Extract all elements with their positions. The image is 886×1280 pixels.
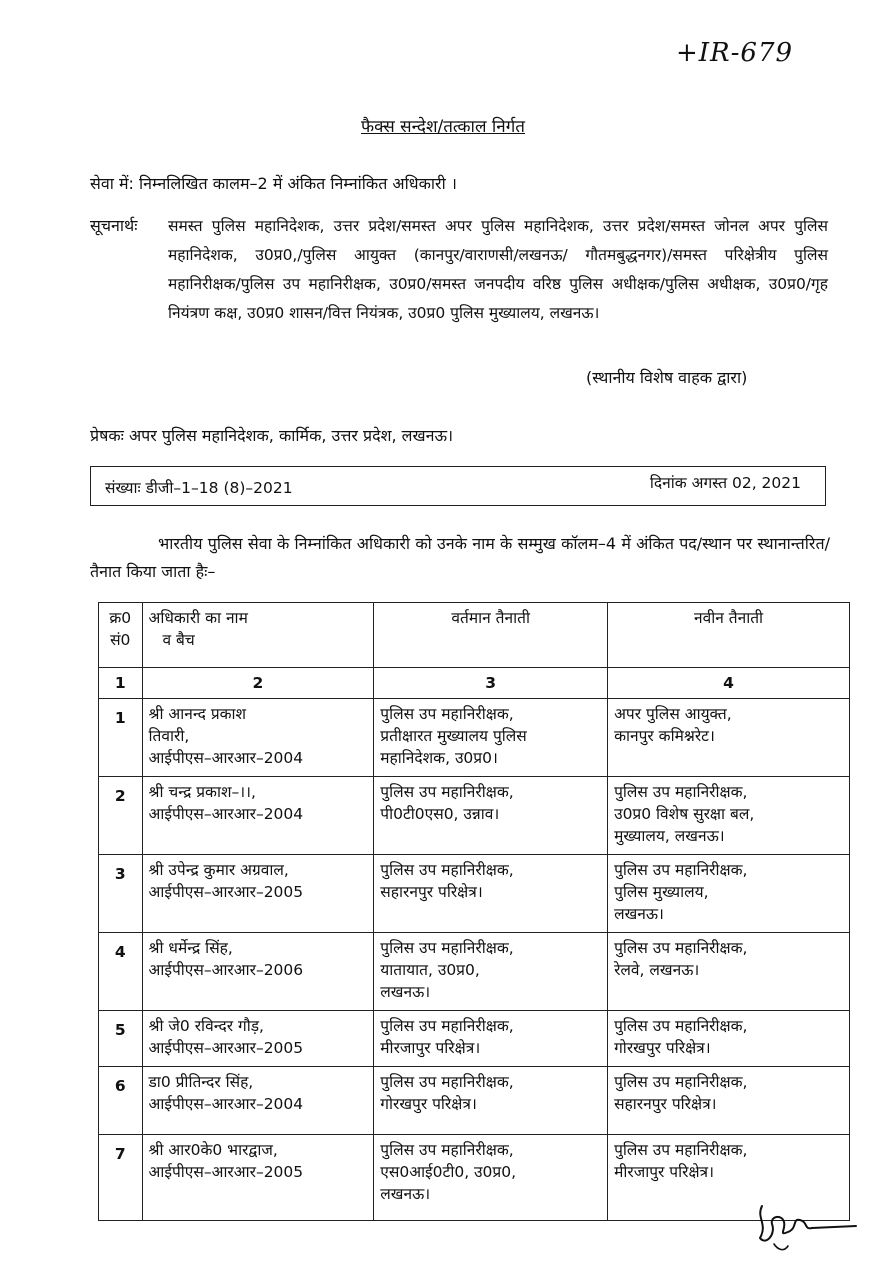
cell-text-line: श्री चन्द्र प्रकाश–।।, xyxy=(148,783,256,801)
table-header-row xyxy=(99,603,850,668)
row-serial: 3 xyxy=(99,855,143,933)
cell-text-line: कानपुर कमिश्नरेट। xyxy=(614,727,715,745)
current-posting-cell xyxy=(374,777,608,855)
cell-text-line: महानिदेशक, उ0प्र0। xyxy=(380,749,498,767)
sender-line: प्रेषकः अपर पुलिस महानिदेशक, कार्मिक, उत्तर प्रदेश, लखनऊ। xyxy=(90,426,454,445)
cell-text-line: पुलिस मुख्यालय, xyxy=(614,883,709,901)
cell-text-line: श्री धर्मेन्द्र सिंह, xyxy=(148,939,233,957)
for-information-label: सूचनार्थः xyxy=(90,216,138,235)
officer-name-cell xyxy=(142,855,374,933)
table-row xyxy=(99,1067,850,1135)
cell-text-line: पी0टी0एस0, उन्नाव। xyxy=(380,805,500,823)
cell-text-line: आईपीएस–आरआर–2004 xyxy=(148,1095,304,1113)
cell-text-line: एस0आई0टी0, उ0प्र0, xyxy=(380,1163,517,1181)
officer-name-cell xyxy=(142,1135,374,1221)
cell-text-line: आईपीएस–आरआर–2005 xyxy=(148,1039,304,1057)
cell-text-line: पुलिस उप महानिरीक्षक, xyxy=(380,1073,514,1091)
new-posting-cell xyxy=(608,1011,850,1067)
column-number: 2 xyxy=(142,668,374,699)
cell-text-line: श्री आर0के0 भारद्वाज, xyxy=(148,1141,278,1159)
cell-text-line: पुलिस उप महानिरीक्षक, xyxy=(614,1141,748,1159)
cell-text-line: उ0प्र0 विशेष सुरक्षा बल, xyxy=(614,805,755,823)
current-posting-cell xyxy=(374,1067,608,1135)
row-serial: 5 xyxy=(99,1011,143,1067)
column-number: 4 xyxy=(608,668,850,699)
cell-text-line: सहारनपुर परिक्षेत्र। xyxy=(380,883,483,901)
cell-text-line: श्री जे0 रविन्दर गौड़, xyxy=(148,1017,264,1035)
header-officer-name: अधिकारी का नाम व बैच xyxy=(142,603,374,668)
table-row xyxy=(99,1135,850,1221)
officer-name-cell xyxy=(142,1067,374,1135)
cell-text-line: पुलिस उप महानिरीक्षक, xyxy=(614,861,748,879)
cell-text-line: लखनऊ। xyxy=(380,1185,431,1203)
for-information-text: समस्त पुलिस महानिदेशक, उत्तर प्रदेश/समस्त अपर पुलिस महानिदेशक, उत्तर प्रदेश/समस्त जोनल अपर पुलिस महानिदेशक, उ0प्र0,/पुलिस आयुक्त (कानपुर/वाराणसी/लखनऊ/ गौतमबुद्धनगर)/समस्त परिक्षेत्रीय पुलिस महानिरीक्षक/पुलिस उप महानिरीक्षक, उ0प्र0/समस्त जनपदीय वरिष्ठ पुलिस अधीक्षक/पुलिस अधीक्षक, उ0प्र0/गृह नियंत्रण कक्ष, उ0प्र0 शासन/वित्त नियंत्रक, उ0प्र0 पुलिस मुख्यालय, लखनऊ। xyxy=(168,217,828,322)
cell-text-line: श्री आनन्द प्रकाश xyxy=(148,705,247,723)
cell-text-line: तिवारी, xyxy=(148,727,190,745)
header-new-posting: नवीन तैनाती xyxy=(608,603,850,668)
table-row xyxy=(99,855,850,933)
cell-text-line: पुलिस उप महानिरीक्षक, xyxy=(614,1017,748,1035)
row-serial: 2 xyxy=(99,777,143,855)
reference-box xyxy=(90,466,826,506)
cell-text-line: पुलिस उप महानिरीक्षक, xyxy=(380,939,514,957)
cell-text-line: आईपीएस–आरआर–2005 xyxy=(148,883,304,901)
cell-text-line: पुलिस उप महानिरीक्षक, xyxy=(380,783,514,801)
cell-text-line: श्री उपेन्द्र कुमार अग्रवाल, xyxy=(148,861,289,879)
cell-text-line: गोरखपुर परिक्षेत्र। xyxy=(614,1039,711,1057)
new-posting-cell xyxy=(608,1067,850,1135)
cell-text-line: डा0 प्रीतिन्दर सिंह, xyxy=(148,1073,254,1091)
row-serial: 1 xyxy=(99,699,143,777)
addressee-line: सेवा में: निम्नलिखित कालम–2 में अंकित निम्नांकित अधिकारी । xyxy=(90,174,457,193)
cell-text-line: यातायात, उ0प्र0, xyxy=(380,961,480,979)
cell-text-line: मुख्यालय, लखनऊ। xyxy=(614,827,725,845)
cell-text-line: पुलिस उप महानिरीक्षक, xyxy=(380,705,514,723)
cell-text-line: आईपीएस–आरआर–2004 xyxy=(148,805,304,823)
header-serial: क्र0 सं0 xyxy=(99,603,143,668)
handwritten-reference: +IR-679 xyxy=(676,38,794,68)
current-posting-cell xyxy=(374,855,608,933)
table-body xyxy=(99,699,850,1221)
cell-text-line: आईपीएस–आरआर–2004 xyxy=(148,749,304,767)
current-posting-cell xyxy=(374,1135,608,1221)
current-posting-cell xyxy=(374,1011,608,1067)
cell-text-line: आईपीएस–आरआर–2005 xyxy=(148,1163,304,1181)
cell-text-line: अपर पुलिस आयुक्त, xyxy=(614,705,732,723)
new-posting-cell xyxy=(608,777,850,855)
current-posting-cell xyxy=(374,933,608,1011)
reference-number: संख्याः डीजी–1–18 (8)–2021 xyxy=(105,479,293,497)
carrier-note: (स्थानीय विशेष वाहक द्वारा) xyxy=(586,368,748,387)
cell-text-line: लखनऊ। xyxy=(380,983,431,1001)
cell-text-line: पुलिस उप महानिरीक्षक, xyxy=(614,1073,748,1091)
table-row xyxy=(99,777,850,855)
row-serial: 7 xyxy=(99,1135,143,1221)
cell-text-line: पुलिस उप महानिरीक्षक, xyxy=(614,939,748,957)
officer-name-cell xyxy=(142,777,374,855)
row-serial: 4 xyxy=(99,933,143,1011)
new-posting-cell xyxy=(608,699,850,777)
cell-text-line: गोरखपुर परिक्षेत्र। xyxy=(380,1095,477,1113)
header-current-posting: वर्तमान तैनाती xyxy=(374,603,608,668)
cell-text-line: पुलिस उप महानिरीक्षक, xyxy=(380,1141,514,1159)
cell-text-line: प्रतीक्षारत मुख्यालय पुलिस xyxy=(380,727,527,745)
officer-name-cell xyxy=(142,699,374,777)
new-posting-cell xyxy=(608,933,850,1011)
postings-table xyxy=(98,602,850,1221)
table-row xyxy=(99,1011,850,1067)
table-row xyxy=(99,699,850,777)
handwritten-signature-icon xyxy=(748,1194,860,1254)
column-number: 3 xyxy=(374,668,608,699)
row-serial: 6 xyxy=(99,1067,143,1135)
table-row xyxy=(99,933,850,1011)
cell-text-line: सहारनपुर परिक्षेत्र। xyxy=(614,1095,717,1113)
reference-date: दिनांक अगस्त 02, 2021 xyxy=(649,474,801,492)
current-posting-cell xyxy=(374,699,608,777)
cell-text-line: मीरजापुर परिक्षेत्र। xyxy=(380,1039,481,1057)
new-posting-cell xyxy=(608,855,850,933)
officer-name-cell xyxy=(142,1011,374,1067)
column-number-row xyxy=(99,668,850,699)
cell-text-line: पुलिस उप महानिरीक्षक, xyxy=(614,783,748,801)
column-number: 1 xyxy=(99,668,143,699)
cell-text-line: रेलवे, लखनऊ। xyxy=(614,961,700,979)
cell-text-line: पुलिस उप महानिरीक्षक, xyxy=(380,861,514,879)
cell-text-line: मीरजापुर परिक्षेत्र। xyxy=(614,1163,714,1181)
cell-text-line: लखनऊ। xyxy=(614,905,664,923)
officer-name-cell xyxy=(142,933,374,1011)
cell-text-line: पुलिस उप महानिरीक्षक, xyxy=(380,1017,514,1035)
intro-paragraph: भारतीय पुलिस सेवा के निम्नांकित अधिकारी को उनके नाम के सम्मुख कॉलम–4 में अंकित पद/स्थान पर स्थानान्तरित/तैनात किया जाता हैः– xyxy=(90,534,830,581)
document-title: फैक्स सन्देश/तत्काल निर्गत xyxy=(361,117,525,137)
cell-text-line: आईपीएस–आरआर–2006 xyxy=(148,961,304,979)
